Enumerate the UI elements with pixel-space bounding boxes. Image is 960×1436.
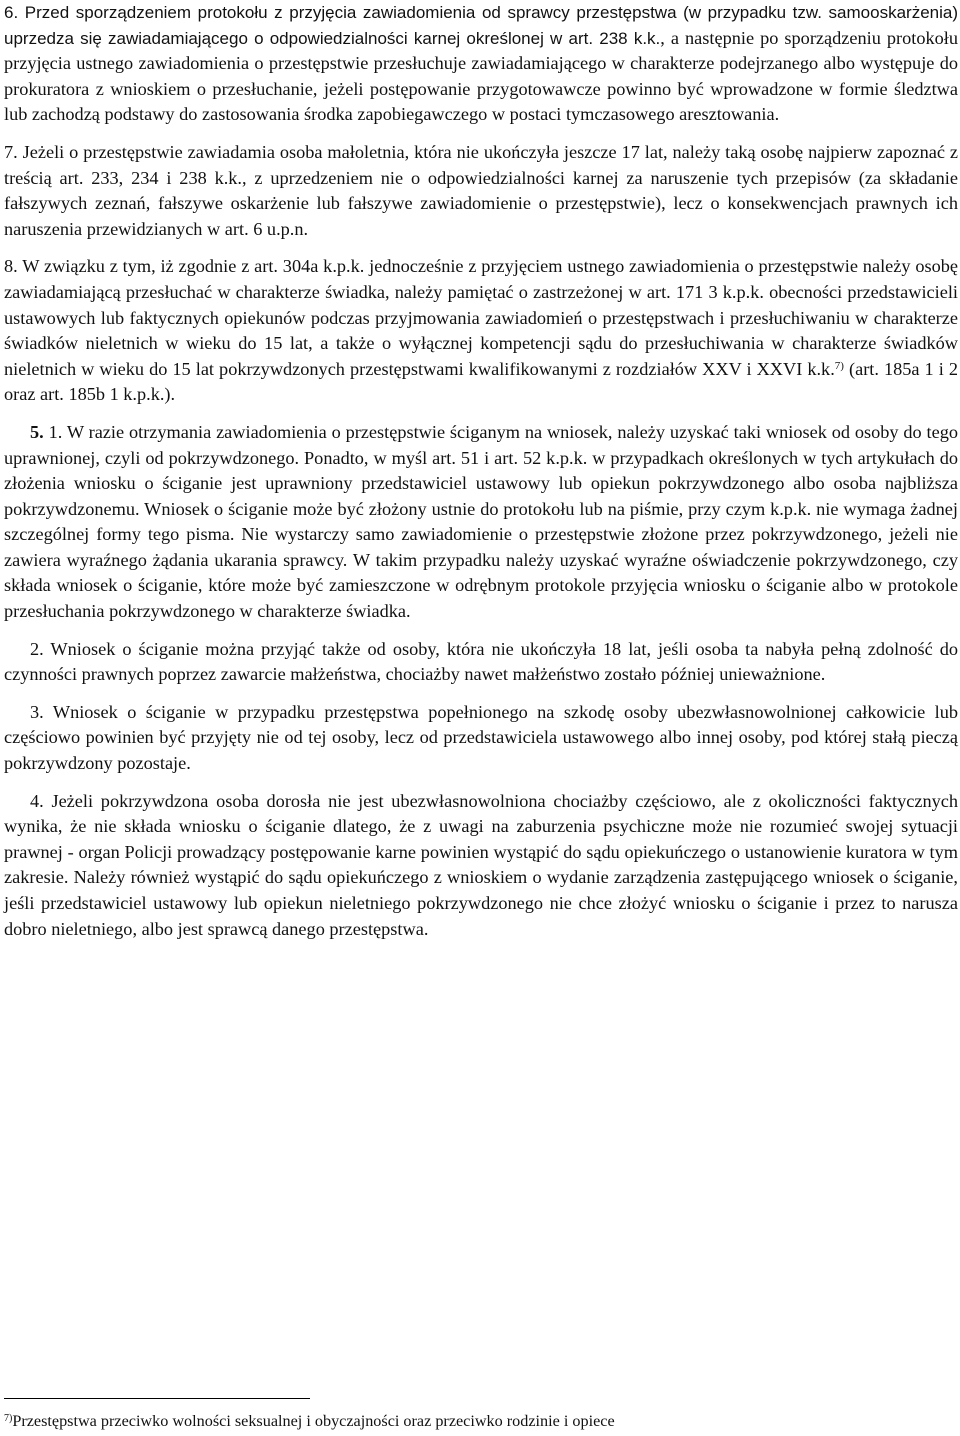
paragraph-6-intro: 6. Przed sporządzeniem protokołu z przyjęcia zawiadomienia od sprawcy przestępstwa (w przypadku tzw. samooskarżenia) uprzedza się zawiadamiającego o odpowiedzialności karnej określonej w art. 238 k.k. [4, 3, 958, 48]
paragraph-8-text: 8. W związku z tym, iż zgodnie z art. 304a k.p.k. jednocześnie z przyjęciem ustnego zawiadomienia o przestępstwie należy osobę zawiadamiającą przesłuchać w charakterze świadka, należy pamiętać o zastrzeżonej w art. 171 3 k.p.k. obecności przedstawicieli ustawowych lub faktycznych opiekunów podczas przyjmowania zawiadomień o przestępstwach i przesłuchiwaniu w charakterze świadków nieletnich w wieku do 15 lat, a także o wyłącznej kompetencji sądu do przesłuchiwania w charakterze świadków nieletnich w wieku do 15 lat pokrzywdzonych przestępstwami kwalifikowanymi z rozdziałów XXV i XXVI k.k. [4, 256, 958, 379]
section-5-paragraph-3: 3. Wniosek o ściganie w przypadku przestępstwa popełnionego na szkodę osoby ubezwłasnowolnionej całkowicie lub częściowo powinien być przyjęty nie od tej osoby, lecz od przedstawiciela ustawowego albo innej osoby, pod której stałą pieczą pokrzywdzony pozostaje. [4, 701, 958, 774]
footnote-divider [4, 1398, 310, 1399]
paragraph-8 [4, 254, 958, 408]
section-5-paragraph-1 [4, 420, 958, 625]
paragraph-6-body: , a następnie po sporządzeniu protokołu przyjęcia ustnego zawiadomienia o przestępstwie przesłuchuje zawiadamiającego w charakterze podejrzanego albo występuje do prokuratora z wnioskiem o przesłuchanie, jeżeli postępowanie przygotowawcze powinno być wprowadzone w formie śledztwa lub zachodzą podstawy do zastosowania środka zapobiegawczego w postaci tymczasowego aresztowania. [4, 27, 958, 125]
document-page [4, 0, 958, 942]
section-5-paragraph-4: 4. Jeżeli pokrzywdzona osoba dorosła nie jest ubezwłasnowolniona chociażby częściowo, ale z okoliczności faktycznych wynika, że nie składa wniosku o ściganie dlatego, że z uwagi na zaburzenia psychiczne może nie rozumieć swojej sytuacji prawnej - organ Policji prowadzący postępowanie karne powinien wystąpić do sądu opiekuńczego o ustanowienie kuratora w tym zakresie. Należy również wystąpić do sądu opiekuńczego z wnioskiem o wydanie zarządzenia zastępującego wniosek o ściganie, jeśli przedstawiciel ustawowy lub opiekun nieletniego pokrzywdzonego nie chce złożyć wniosku o ściganie i przez to narusza dobro nieletniego, albo jest sprawcą danego przestępstwa. [4, 790, 958, 939]
footnote [4, 1411, 954, 1431]
section-5-paragraph-1-text: 1. W razie otrzymania zawiadomienia o przestępstwie ściganym na wniosek, należy uzyskać taki wniosek od osoby do tego uprawnionej, czyli od pokrzywdzonego. Ponadto, w myśl art. 51 i art. 52 k.p.k. w przypadkach określonych w tych artykułach do złożenia wniosku o ściganie jest uprawniony przedstawiciel ustawowy lub opiekun pokrzywdzonego albo osoba najbliższa pokrzywdzonemu. Wniosek o ściganie może być złożony ustnie do protokołu lub na piśmie, przy czym k.p.k. nie wymaga żadnej szczególnej formy tego pisma. Nie wystarczy samo zawiadomienie o przestępstwie złożone przez pokrzywdzonego, jeżeli nie zawiera wyraźnego żądania ukarania sprawcy. W takim przypadku należy uzyskać wyraźne oświadczenie pokrzywdzonego, czy składa wniosek o ściganie, które może być zamieszczone w odrębnym protokole przyjęcia wniosku o ściganie albo w protokole przesłuchania pokrzywdzonego w charakterze świadka. [4, 421, 958, 622]
paragraph-8-tail: (art. 185a 1 i 2 oraz art. 185b 1 k.p.k.). [4, 358, 959, 405]
footnote-text: Przestępstwa przeciwko wolności seksualnej i obyczajności oraz przeciwko rodzinie i opiece [12, 1412, 615, 1430]
section-number: 5. [30, 421, 44, 442]
footnote-reference: 7) [834, 359, 844, 372]
footnote-marker: 7) [4, 1413, 13, 1424]
paragraph-6 [4, 0, 958, 128]
paragraph-7: 7. Jeżeli o przestępstwie zawiadamia osoba małoletnia, która nie ukończyła jeszcze 17 lat, należy taką osobę najpierw zapoznać z treścią art. 233, 234 i 238 k.k., z uprzedzeniem nie o odpowiedzialności karnej za naruszenie tych przepisów (za składanie fałszywych zeznań, fałszywe oskarżenie lub fałszywe zawiadomienie o przestępstwie), lecz o konsekwencjach prawnych ich naruszenia przewidzianych w art. 6 u.p.n. [4, 141, 958, 239]
section-5-paragraph-2: 2. Wniosek o ściganie można przyjąć także od osoby, która nie ukończyła 18 lat, jeśli osoba ta nabyła pełną zdolność do czynności prawnych poprzez zawarcie małżeństwa, chociażby nawet małżeństwo zostało później unieważnione. [4, 638, 958, 685]
